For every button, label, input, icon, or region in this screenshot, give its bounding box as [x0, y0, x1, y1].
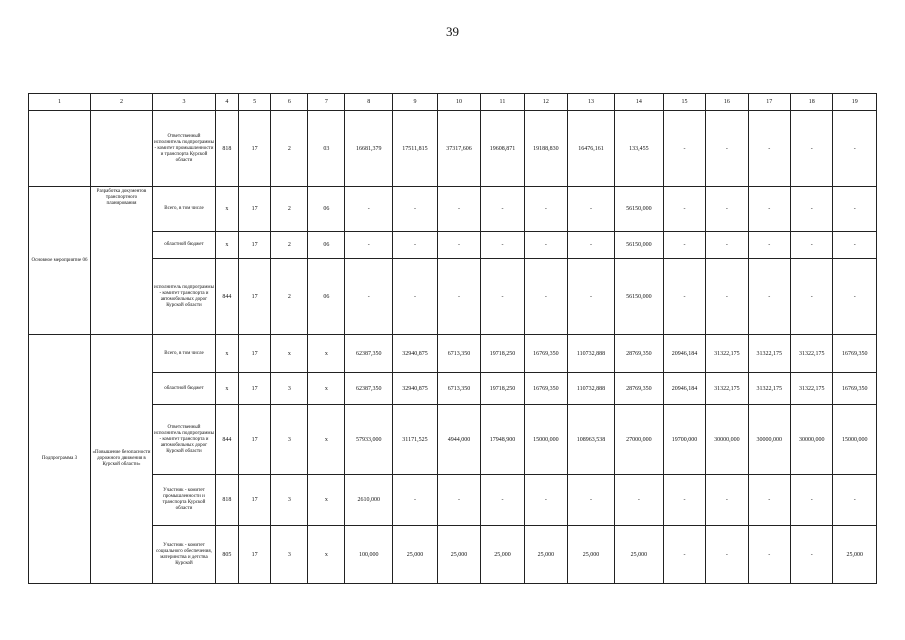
value-cell: 133,455 [614, 111, 663, 187]
value-cell: 16769,350 [524, 335, 567, 373]
value-cell: - [748, 526, 790, 584]
measure-name: Основное мероприятие 06 [29, 187, 91, 335]
cell: 2 [271, 259, 308, 335]
cell: 17 [238, 373, 271, 405]
value-cell: 15000,000 [524, 405, 567, 475]
table-row [29, 373, 877, 405]
source-cell: областной бюджет [152, 373, 215, 405]
cell: 17 [238, 405, 271, 475]
value-cell: - [748, 232, 790, 259]
table-row [29, 259, 877, 335]
table-row [29, 475, 877, 526]
value-cell: - [706, 526, 748, 584]
value-cell: 20946,184 [663, 335, 705, 373]
participant-cell: Участник - комитет социального обеспечения, материнства и детства Курской [152, 526, 215, 584]
cell: x [308, 373, 345, 405]
column-header: 13 [568, 94, 615, 111]
value-cell: - [393, 187, 438, 232]
value-cell: 56150,000 [614, 259, 663, 335]
value-cell: - [833, 232, 877, 259]
column-header: 18 [791, 94, 833, 111]
cell: 17 [238, 526, 271, 584]
value-cell: 16769,350 [833, 373, 877, 405]
value-cell: - [524, 232, 567, 259]
value-cell: - [833, 475, 877, 526]
value-cell: - [748, 259, 790, 335]
value-cell: 108963,538 [568, 405, 615, 475]
value-cell: - [568, 187, 615, 232]
source-cell: Всего, в том числе [152, 335, 215, 373]
value-cell: 57933,000 [345, 405, 393, 475]
value-cell: - [524, 259, 567, 335]
value-cell: - [706, 475, 748, 526]
empty-cell [90, 111, 152, 187]
value-cell: 25,000 [614, 526, 663, 584]
page-number: 39 [446, 24, 459, 39]
value-cell: 16681,379 [345, 111, 393, 187]
value-cell: - [568, 475, 615, 526]
cell: 2 [271, 232, 308, 259]
value-cell: 31322,175 [791, 373, 833, 405]
value-cell: - [481, 259, 524, 335]
subprogram-description: «Повышение безопасности дорожного движения в Курской области» [90, 335, 152, 584]
value-cell: 25,000 [393, 526, 438, 584]
value-cell: 31322,175 [706, 335, 748, 373]
column-header: 2 [90, 94, 152, 111]
value-cell: 16769,350 [524, 373, 567, 405]
value-cell: - [791, 526, 833, 584]
value-cell: - [345, 187, 393, 232]
value-cell: 110732,888 [568, 373, 615, 405]
value-cell: 100,000 [345, 526, 393, 584]
cell: 818 [215, 111, 238, 187]
value-cell: 25,000 [833, 526, 877, 584]
value-cell: 25,000 [481, 526, 524, 584]
value-cell: - [568, 232, 615, 259]
value-cell: - [481, 475, 524, 526]
value-cell: - [706, 111, 748, 187]
value-cell: - [345, 259, 393, 335]
table-row [29, 405, 877, 475]
value-cell: - [614, 475, 663, 526]
value-cell: 20946,184 [663, 373, 705, 405]
value-cell: 30000,000 [748, 405, 790, 475]
cell: x [215, 373, 238, 405]
value-cell: - [663, 187, 705, 232]
value-cell: 16476,161 [568, 111, 615, 187]
value-cell: - [833, 187, 877, 232]
cell: 17 [238, 111, 271, 187]
cell: x [271, 335, 308, 373]
cell: 06 [308, 232, 345, 259]
source-cell: областной бюджет [152, 232, 215, 259]
value-cell: 31322,175 [748, 373, 790, 405]
measure-description: Разработка документов транспортного планирования [90, 187, 152, 335]
value-cell: - [663, 475, 705, 526]
value-cell: - [568, 259, 615, 335]
cell: 17 [238, 232, 271, 259]
table-row [29, 232, 877, 259]
value-cell: - [437, 187, 480, 232]
cell: 17 [238, 335, 271, 373]
value-cell: 19718,250 [481, 335, 524, 373]
value-cell: 28769,350 [614, 373, 663, 405]
value-cell: - [663, 232, 705, 259]
value-cell: - [791, 232, 833, 259]
column-header: 9 [393, 94, 438, 111]
executor-cell: Ответственный исполнитель подпрограммы - комитет промышленности и транспорта Курской области [152, 111, 215, 187]
table-row [29, 187, 877, 232]
value-cell: 62387,350 [345, 373, 393, 405]
value-cell: - [481, 187, 524, 232]
value-cell: 27000,000 [614, 405, 663, 475]
value-cell: 19718,250 [481, 373, 524, 405]
value-cell: 56150,000 [614, 232, 663, 259]
column-header: 16 [706, 94, 748, 111]
value-cell: 25,000 [568, 526, 615, 584]
value-cell: - [393, 475, 438, 526]
value-cell: 25,000 [524, 526, 567, 584]
value-cell: - [748, 111, 790, 187]
cell: 3 [271, 405, 308, 475]
value-cell: - [706, 259, 748, 335]
source-cell: Всего, в том числе [152, 187, 215, 232]
cell: 06 [308, 259, 345, 335]
value-cell: 37317,606 [437, 111, 480, 187]
table-row [29, 526, 877, 584]
column-header: 14 [614, 94, 663, 111]
value-cell: 32940,875 [393, 373, 438, 405]
value-cell: 15000,000 [833, 405, 877, 475]
value-cell: 31171,525 [393, 405, 438, 475]
value-cell: 16769,350 [833, 335, 877, 373]
column-header: 3 [152, 94, 215, 111]
column-header: 7 [308, 94, 345, 111]
cell: x [308, 405, 345, 475]
column-header: 4 [215, 94, 238, 111]
value-cell: - [791, 187, 833, 232]
cell: 3 [271, 526, 308, 584]
value-cell: 30000,000 [791, 405, 833, 475]
cell: 805 [215, 526, 238, 584]
value-cell: - [524, 187, 567, 232]
value-cell: - [481, 232, 524, 259]
value-cell: 30000,000 [706, 405, 748, 475]
cell: x [308, 526, 345, 584]
cell: x [308, 335, 345, 373]
column-header: 15 [663, 94, 705, 111]
cell: 2 [271, 111, 308, 187]
cell: 844 [215, 259, 238, 335]
value-cell: 62387,350 [345, 335, 393, 373]
value-cell: 6713,350 [437, 335, 480, 373]
table-row [29, 111, 877, 187]
column-header: 6 [271, 94, 308, 111]
cell: x [215, 232, 238, 259]
value-cell: - [833, 111, 877, 187]
value-cell: - [393, 259, 438, 335]
cell: x [308, 475, 345, 526]
cell: 03 [308, 111, 345, 187]
column-header: 17 [748, 94, 790, 111]
value-cell: - [748, 475, 790, 526]
value-cell: - [524, 475, 567, 526]
value-cell: - [706, 232, 748, 259]
value-cell: 19700,000 [663, 405, 705, 475]
cell: 818 [215, 475, 238, 526]
value-cell: - [791, 111, 833, 187]
value-cell: - [437, 475, 480, 526]
value-cell: - [437, 232, 480, 259]
value-cell: 2610,000 [345, 475, 393, 526]
value-cell: - [791, 475, 833, 526]
value-cell: - [345, 232, 393, 259]
column-header: 5 [238, 94, 271, 111]
cell: 17 [238, 187, 271, 232]
empty-cell [29, 111, 91, 187]
executor-cell: исполнитель подпрограммы - комитет транспорта и автомобильных дорог Курской области [152, 259, 215, 335]
value-cell: 25,000 [437, 526, 480, 584]
value-cell: - [663, 111, 705, 187]
value-cell: 31322,175 [791, 335, 833, 373]
value-cell: - [833, 259, 877, 335]
value-cell: 19188,830 [524, 111, 567, 187]
cell: 06 [308, 187, 345, 232]
value-cell: 4944,000 [437, 405, 480, 475]
subprogram-name: Подпрограмма 3 [29, 335, 91, 584]
cell: x [215, 187, 238, 232]
cell: 2 [271, 187, 308, 232]
cell: 3 [271, 373, 308, 405]
column-header: 1 [29, 94, 91, 111]
column-header: 19 [833, 94, 877, 111]
column-header: 11 [481, 94, 524, 111]
value-cell: - [663, 259, 705, 335]
value-cell: 32940,875 [393, 335, 438, 373]
value-cell: - [437, 259, 480, 335]
cell: 17 [238, 475, 271, 526]
value-cell: 110732,888 [568, 335, 615, 373]
column-header: 10 [437, 94, 480, 111]
budget-table [28, 93, 877, 584]
value-cell: - [791, 259, 833, 335]
value-cell: 31322,175 [748, 335, 790, 373]
value-cell: 17948,900 [481, 405, 524, 475]
column-header: 8 [345, 94, 393, 111]
column-header: 12 [524, 94, 567, 111]
cell: 17 [238, 259, 271, 335]
value-cell: 19608,871 [481, 111, 524, 187]
value-cell: 6713,350 [437, 373, 480, 405]
header-row [29, 94, 877, 111]
table-row [29, 335, 877, 373]
value-cell: 31322,175 [706, 373, 748, 405]
cell: 3 [271, 475, 308, 526]
participant-cell: Участник - комитет промышленности и транспорта Курской области [152, 475, 215, 526]
value-cell: - [706, 187, 748, 232]
value-cell: - [393, 232, 438, 259]
value-cell: 17511,815 [393, 111, 438, 187]
value-cell: - [663, 526, 705, 584]
value-cell: - [748, 187, 790, 232]
value-cell: 56150,000 [614, 187, 663, 232]
value-cell: 28769,350 [614, 335, 663, 373]
cell: 844 [215, 405, 238, 475]
executor-cell: Ответственный исполнитель подпрограммы - комитет транспорта и автомобильных дорог Курской области [152, 405, 215, 475]
cell: x [215, 335, 238, 373]
